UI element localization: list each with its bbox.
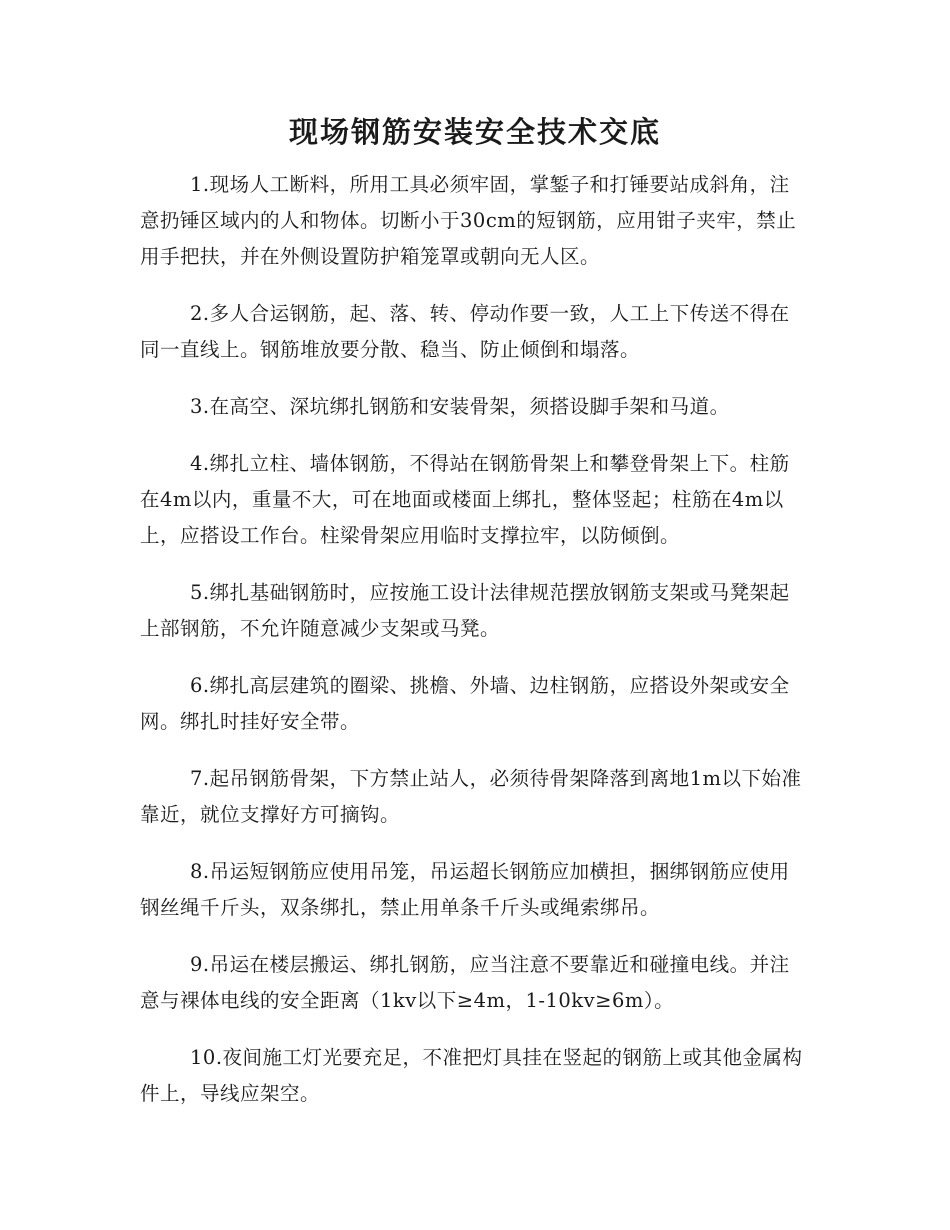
paragraph-8: 8.吊运短钢筋应使用吊笼，吊运超长钢筋应加横担，捆绑钢筋应使用钢丝绳千斤头，双条绑扎，禁止用单条千斤头或绳索绑吊。 (140, 860, 790, 919)
paragraph-10: 10.夜间施工灯光要充足，不准把灯具挂在竖起的钢筋上或其他金属构件上，导线应架空。 (140, 1046, 803, 1105)
paragraph-6: 6.绑扎高层建筑的圈梁、挑檐、外墙、边柱钢筋，应搭设外架或安全网。绑扎时挂好安全带。 (140, 674, 790, 733)
paragraph-2: 2.多人合运钢筋，起、落、转、停动作要一致，人工上下传送不得在同一直线上。钢筋堆放要分散、稳当、防止倾倒和塌落。 (140, 302, 790, 361)
paragraph-1: 1.现场人工断料，所用工具必须牢固，掌錾子和打锤要站成斜角，注意扔锤区域内的人和物体。切断小于30cm的短钢筋，应用钳子夹牢，禁止用手把扶，并在外侧设置防护箱笼罩或朝向无人区。 (140, 173, 797, 268)
paragraph-9: 9.吊运在楼层搬运、绑扎钢筋，应当注意不要靠近和碰撞电线。并注意与裸体电线的安全距离（1kv以下≥4m，1-10kv≥6m）。 (140, 953, 790, 1012)
document-title: 现场钢筋安装安全技术交底 (288, 115, 661, 149)
document-body (140, 167, 808, 1133)
paragraph-7: 7.起吊钢筋骨架，下方禁止站人，必须待骨架降落到离地1m以下始准靠近，就位支撑好方可摘钩。 (140, 767, 802, 826)
paragraph-5: 5.绑扎基础钢筋时，应按施工设计法律规范摆放钢筋支架或马凳架起上部钢筋，不允许随意减少支架或马凳。 (140, 581, 790, 640)
paragraph-4: 4.绑扎立柱、墙体钢筋，不得站在钢筋骨架上和攀登骨架上下。柱筋在4m以内，重量不大，可在地面或楼面上绑扎，整体竖起；柱筋在4m以上，应搭设工作台。柱梁骨架应用临时支撑拉牢，以防倾倒。 (140, 452, 790, 547)
paragraph-3: 3.在高空、深坑绑扎钢筋和安装骨架，须搭设脚手架和马道。 (190, 395, 730, 418)
